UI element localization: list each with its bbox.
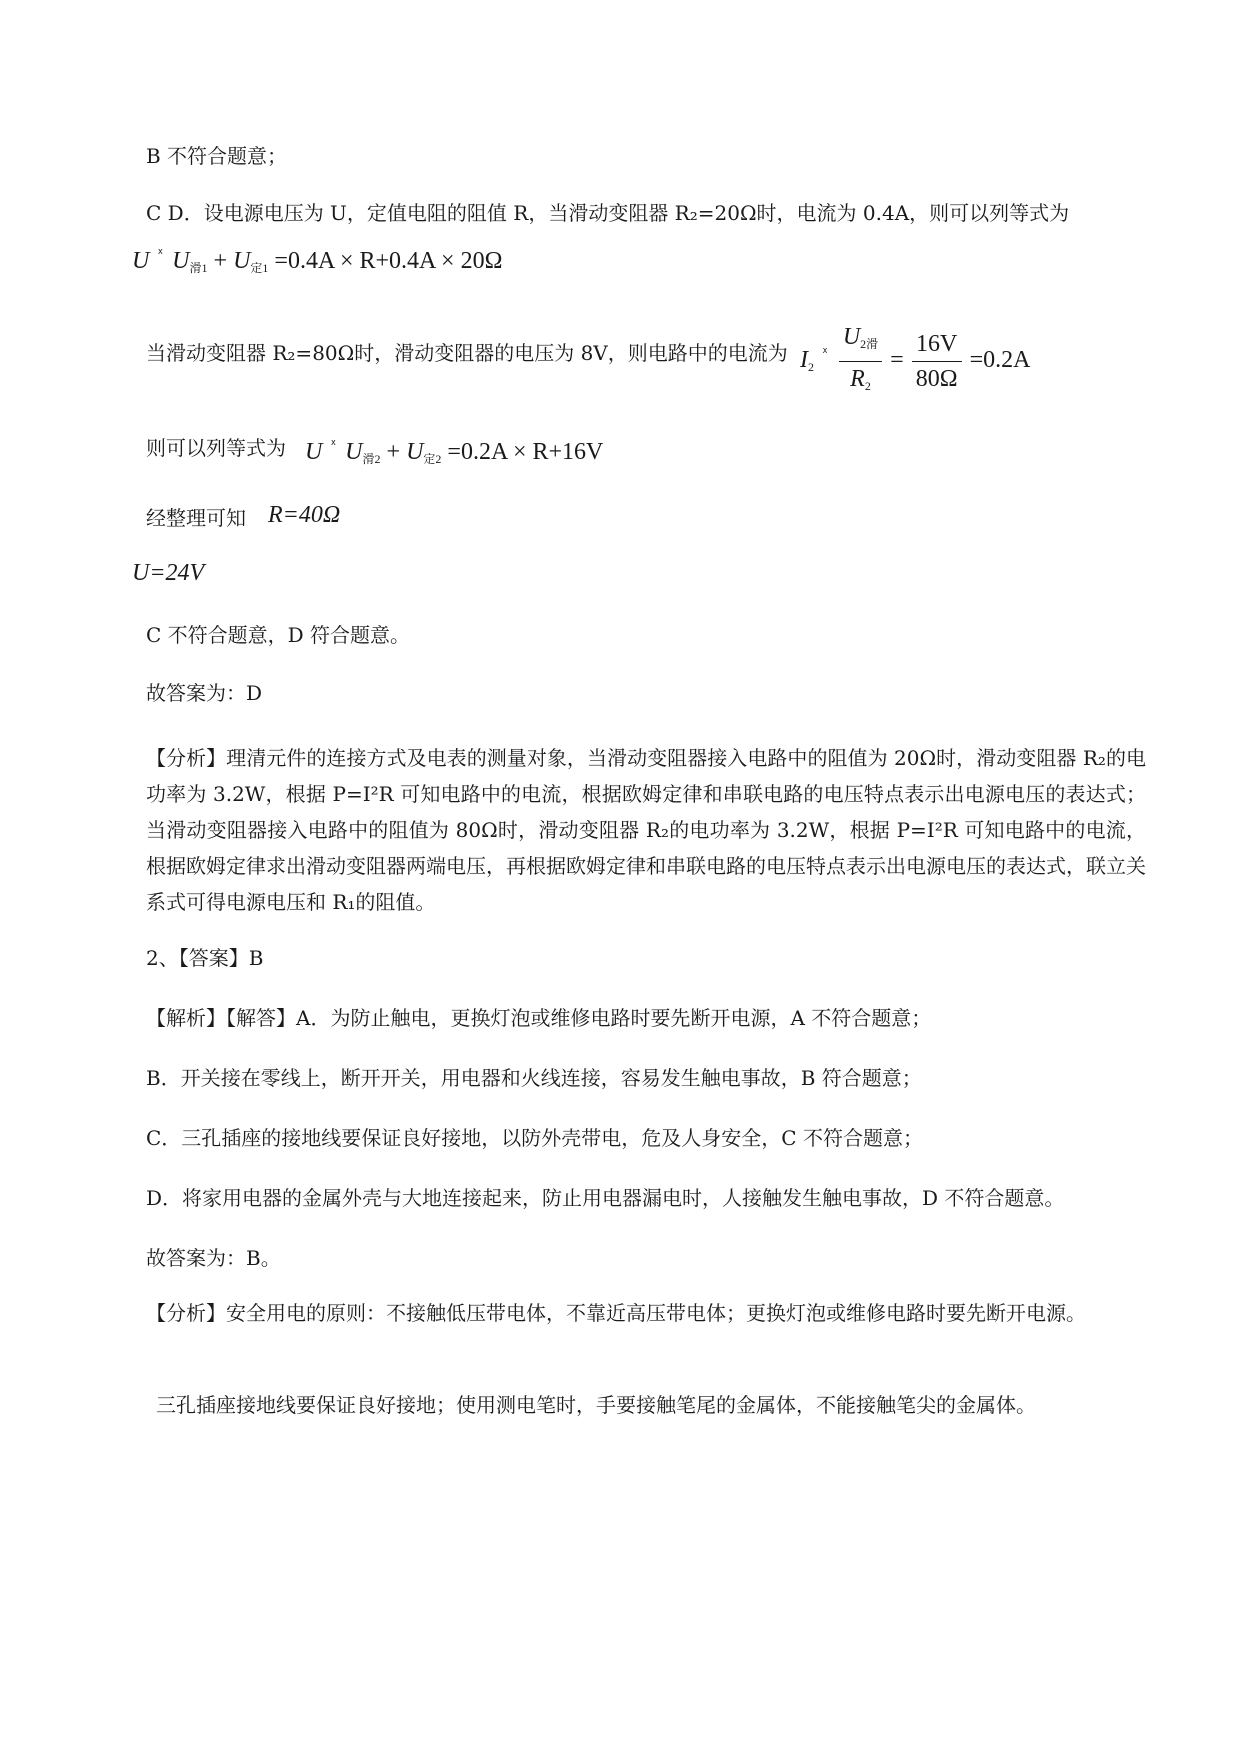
eq3-symbol: ᕁ — [330, 438, 337, 452]
eq1-u2: U — [233, 248, 251, 274]
line-b-not-match: B 不符合题意； — [146, 144, 288, 168]
solution-a: 【解析】【解答】A．为防止触电，更换灯泡或维修电路时要先断开电源，A 不符合题意； — [146, 1006, 932, 1030]
answer-b: 故答案为：B。 — [146, 1246, 281, 1270]
eq3-plus: + — [386, 439, 401, 465]
line-equation-label: 则可以列等式为 — [146, 436, 286, 460]
equation-2 — [800, 322, 1030, 401]
solution-b: B．开关接在零线上，断开开关，用电器和火线连接，容易发生触电事故，B 符合题意； — [146, 1066, 922, 1090]
equation-4: R=40Ω — [268, 502, 341, 528]
eq1-u: U — [132, 248, 150, 274]
eq3-u2: U — [406, 439, 424, 465]
eq1-plus: + — [213, 248, 228, 274]
eq3-u1-sub: 滑2 — [362, 452, 381, 466]
eq3-rhs: =0.2A × R+16V — [447, 439, 604, 465]
analysis-paragraph-1: 【分析】理清元件的连接方式及电表的测量对象，当滑动变阻器接入电路中的阻值为 20Ω时，滑动变阻器 R₂的电功率为 3.2W，根据 P=I²R 可知电路中的电流，根据欧姆定律和串联电路的电压特点表示出电源电压的表达式；当滑动变阻器接入电路中的阻值为 80Ω时，滑动变阻器 R₂的电功率为 3.2W，根据 P=I²R 可知电路中的电流，根据欧姆定律求出滑动变阻器两端电压，再根据欧姆定律和串联电路的电压特点表示出电源电压的表达式，联立关系式可得电源电压和 R₁的阻值。 — [146, 746, 1146, 914]
eq2-fraction-2 — [912, 329, 962, 394]
equation-5: U=24V — [132, 560, 205, 586]
eq2-i: I — [800, 347, 808, 374]
eq2-den1-sub: 2 — [864, 379, 871, 393]
eq1-u1: U — [172, 248, 190, 274]
eq2-rhs: =0.2A — [969, 347, 1031, 374]
line-answer-d: 故答案为：D — [146, 681, 263, 705]
analysis-paragraph-2: 【分析】安全用电的原则：不接触低压带电体，不靠近高压带电体；更换灯泡或维修电路时要先断开电源。 — [146, 1301, 1086, 1325]
eq2-fraction-1 — [839, 322, 882, 401]
solution-d: D．将家用电器的金属外壳与大地连接起来，防止用电器漏电时，人接触发生触电事故，D 不符合题意。 — [146, 1186, 1065, 1210]
eq1-symbol: ᕁ — [157, 247, 164, 261]
eq2-symbol: ᕁ — [822, 346, 828, 361]
eq2-num1: U — [842, 324, 861, 350]
line-cd-setup: C D．设电源电压为 U，定值电阻的阻值 R，当滑动变阻器 R₂=20Ω时，电流为 0.4A，则可以列等式为 — [146, 201, 1070, 225]
eq3-u: U — [305, 439, 323, 465]
line-cd-conclusion: C 不符合题意，D 符合题意。 — [146, 623, 411, 647]
solution-c: C．三孔插座的接地线要保证良好接地，以防外壳带电，危及人身安全，C 不符合题意； — [146, 1126, 923, 1150]
line-current-80ohm: 当滑动变阻器 R₂=80Ω时，滑动变阻器的电压为 8V，则电路中的电流为 — [146, 341, 788, 365]
eq2-equals: = — [890, 347, 904, 374]
eq2-i-sub: 2 — [808, 360, 814, 375]
equation-3 — [305, 430, 603, 474]
eq1-u2-sub: 定1 — [250, 261, 269, 275]
eq3-u2-sub: 定2 — [423, 452, 442, 466]
question-2-answer: 2、【答案】B — [146, 946, 264, 970]
eq3-u1: U — [345, 439, 363, 465]
line-conclusion-label: 经整理可知 — [146, 506, 246, 530]
equation-1 — [132, 239, 502, 283]
eq2-den2: 80Ω — [915, 366, 958, 392]
eq1-u1-sub: 滑1 — [189, 261, 208, 275]
eq2-num1-sub: 2滑 — [860, 337, 879, 351]
analysis-paragraph-3: 三孔插座接地线要保证良好接地；使用测电笔时，手要接触笔尾的金属体，不能接触笔尖的金属体。 — [156, 1393, 1036, 1417]
eq2-num2: 16V — [912, 329, 962, 362]
eq1-rhs: =0.4A × R+0.4A × 20Ω — [274, 248, 503, 274]
eq2-den1: R — [850, 366, 865, 392]
